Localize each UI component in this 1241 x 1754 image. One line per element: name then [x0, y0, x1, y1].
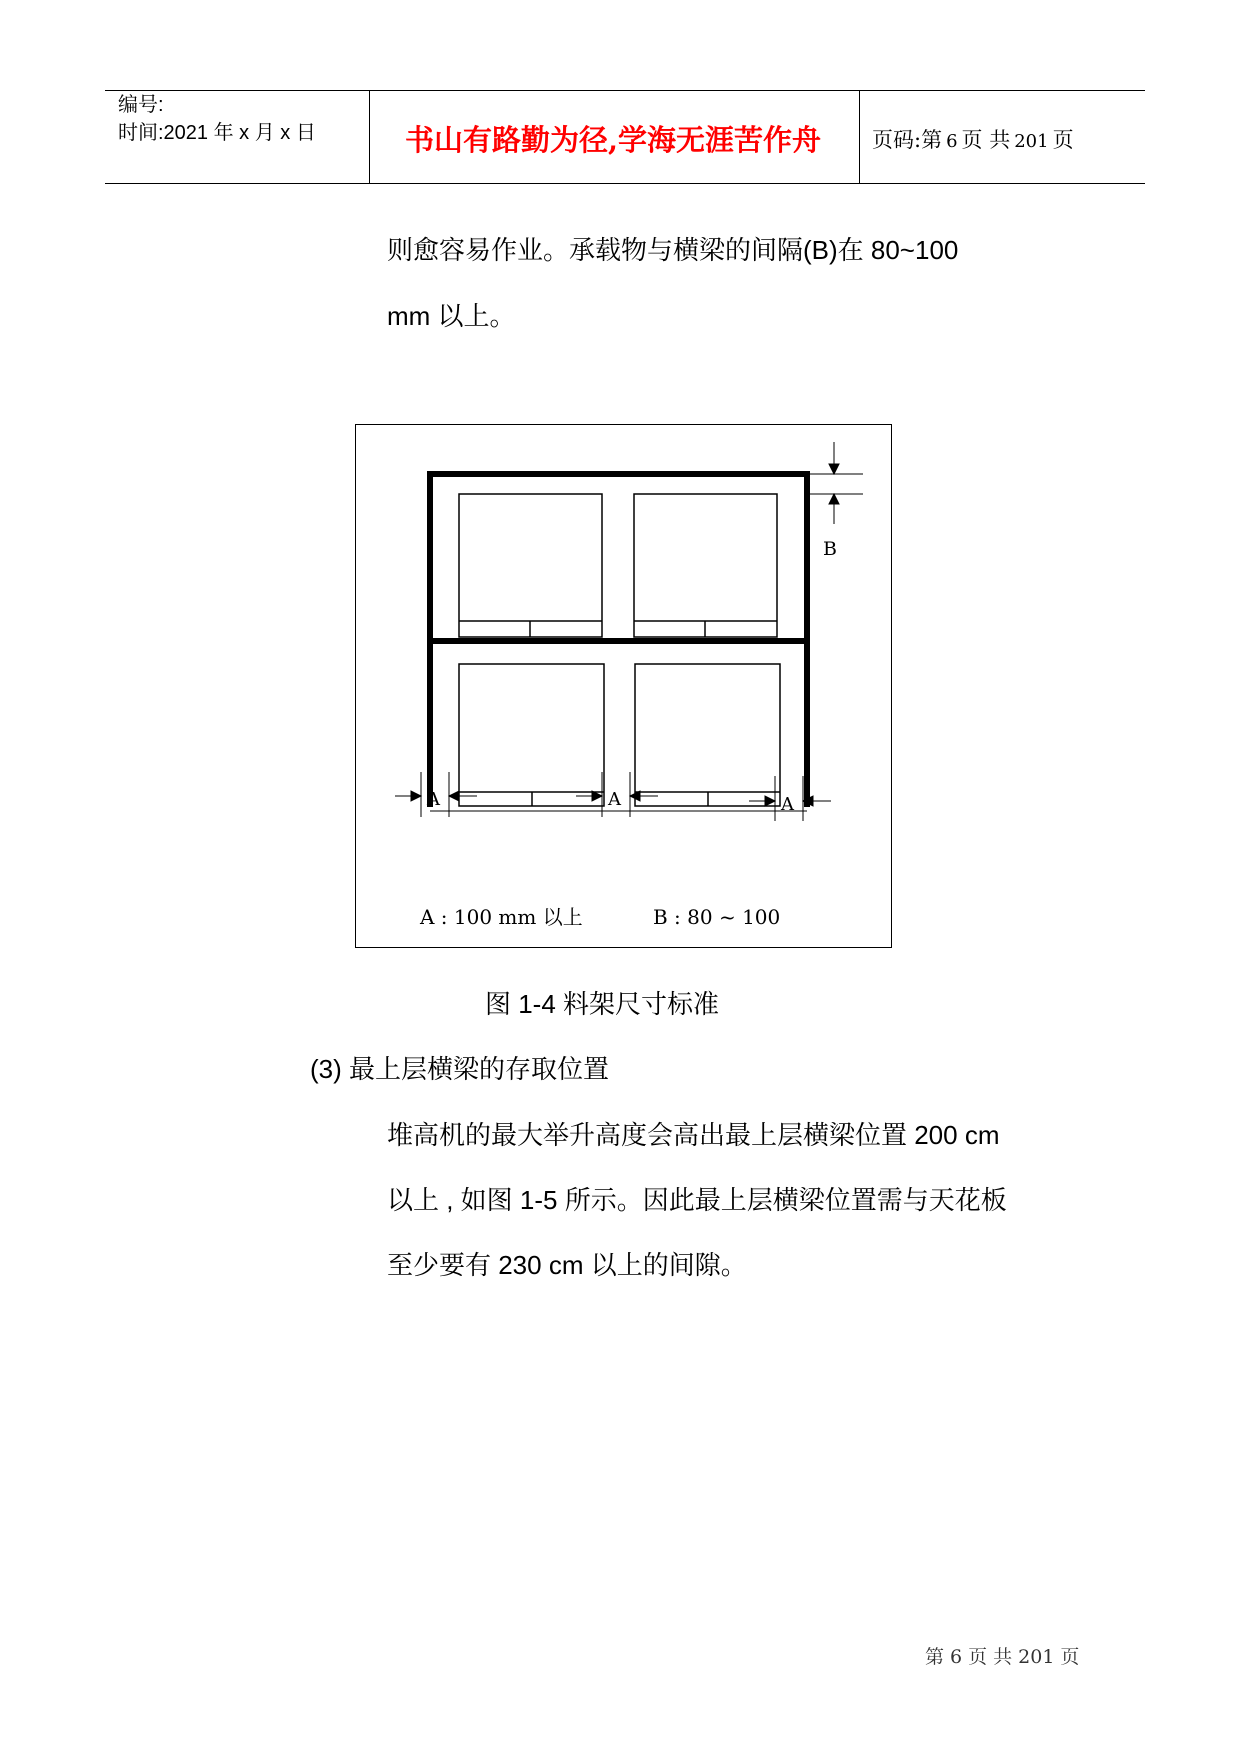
dimension-a-middle-label: A	[608, 789, 621, 810]
load-upper-right	[634, 494, 777, 637]
rack-diagram	[355, 424, 892, 948]
header-page-total: 201	[1014, 131, 1049, 152]
dimension-b-label: B	[823, 538, 837, 560]
footer-prefix: 第	[925, 1646, 945, 1668]
section-heading: (3) 最上层横梁的存取位置	[310, 1054, 610, 1084]
paragraph-2-line-1: 堆高机的最大举升高度会高出最上层横梁位置 200 cm	[387, 1120, 1000, 1150]
footer-suffix: 页	[1060, 1646, 1080, 1668]
figure-caption: 图 1-4 料架尺寸标准	[485, 989, 720, 1019]
paragraph-1-line-2: mm 以上。	[387, 301, 516, 331]
load-lower-right	[635, 664, 780, 806]
header-serial-label: 编号:	[118, 94, 164, 116]
footer-current: 6	[950, 1646, 963, 1668]
loads-upper	[459, 494, 777, 637]
dimension-b	[810, 442, 863, 524]
header-bottom-rule	[105, 183, 1145, 184]
header-page-prefix: 页码:第	[872, 128, 943, 152]
footer-mid: 页 共	[968, 1646, 1013, 1668]
figure-frame	[356, 425, 892, 948]
dimension-a-right-label: A	[781, 794, 794, 815]
header-motto: 书山有路勤为径,学海无涯苦作舟	[404, 123, 822, 157]
header-date-label: 时间:2021 年 x 月 x 日	[118, 122, 316, 144]
footer-page-number	[925, 1642, 1079, 1669]
dimension-a-left-label: A	[427, 789, 440, 810]
paragraph-2-line-2: 以上 , 如图 1-5 所示。因此最上层横梁位置需与天花板	[387, 1185, 1007, 1215]
header-top-rule	[105, 90, 1145, 91]
header-page-mid: 页 共	[961, 128, 1011, 152]
paragraph-2-line-3: 至少要有 230 cm 以上的间隙。	[387, 1250, 747, 1280]
legend-a: A : 100 mm 以上	[420, 905, 583, 929]
header-page-current: 6	[946, 131, 958, 152]
header-page-number	[872, 124, 1074, 154]
paragraph-1-line-1: 则愈容易作业。承载物与横梁的间隔(B)在 80~100	[387, 235, 959, 265]
footer-total: 201	[1018, 1646, 1055, 1668]
header-divider-right	[859, 90, 860, 183]
load-upper-left	[459, 494, 602, 637]
rack-structure	[427, 471, 810, 807]
legend-b: B : 80 ~ 100	[653, 905, 781, 929]
header-page-suffix: 页	[1052, 128, 1074, 152]
load-lower-left	[459, 664, 604, 806]
figure-rack-dimensions	[355, 424, 892, 948]
